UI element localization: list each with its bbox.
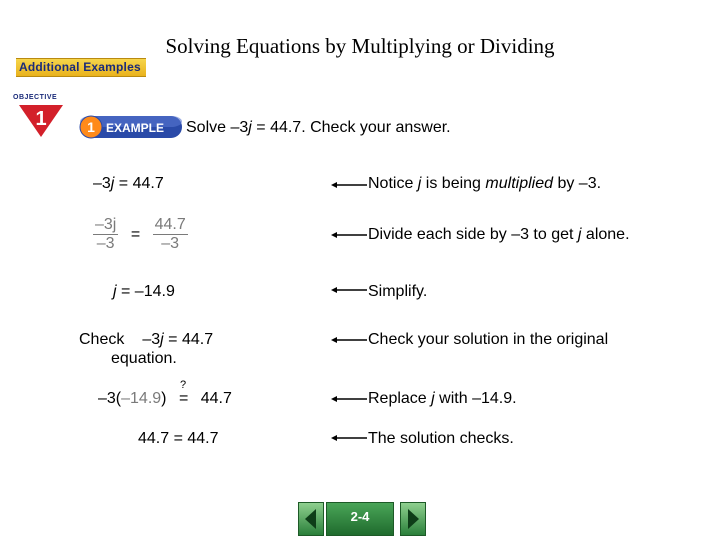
arrow-left-icon — [331, 180, 367, 190]
step3-note: Simplify. — [368, 283, 428, 300]
prev-slide-button[interactable] — [298, 502, 324, 536]
slide-number-button[interactable]: 2-4 — [326, 502, 394, 536]
step6-note: The solution checks. — [368, 430, 514, 447]
example-number: 1 — [87, 119, 95, 135]
step5-note: Replace j with –14.9. — [368, 390, 517, 407]
arrow-left-icon — [331, 285, 367, 295]
example-label: EXAMPLE — [106, 121, 165, 135]
additional-examples-banner — [16, 58, 146, 77]
step1-equation: –3j = 44.7 — [93, 175, 164, 192]
question-equals: ? = — [178, 379, 189, 407]
step4-continuation: equation. — [111, 350, 177, 367]
step4-check: Check –3j = 44.7 — [79, 331, 214, 348]
objective-badge-icon — [19, 103, 63, 137]
left-arrow-icon — [299, 503, 323, 535]
arrow-left-icon — [331, 335, 367, 345]
left-fraction: $\frac{-3j}{-3}$ — [95, 216, 117, 252]
step6-equation: 44.7 = 44.7 — [138, 430, 219, 447]
step3-equation: j = –14.9 — [113, 283, 175, 300]
objective-number: 1 — [35, 108, 47, 130]
step1-note: Notice j is being multiplied by –3. — [368, 175, 602, 192]
arrow-left-icon — [331, 433, 367, 443]
step5-equation: –3(–14.9) ? = 44.7 — [98, 379, 232, 407]
arrow-left-icon — [331, 394, 367, 404]
banner-label: Additional Examples — [19, 60, 141, 74]
step4-note: Check your solution in the original — [368, 331, 609, 348]
example-badge — [79, 114, 183, 140]
step2-equation: $\frac{-3j}{-3}$ = $\frac{44.7}{-3}$ — [95, 216, 186, 252]
right-arrow-icon — [401, 503, 425, 535]
slide-title: Solving Equations by Multiplying or Dividing — [165, 34, 555, 58]
right-fraction: $\frac{44.7}{-3}$ — [154, 216, 186, 252]
objective-label: OBJECTIVE — [13, 94, 58, 101]
step2-note: Divide each side by –3 to get j alone. — [368, 226, 630, 243]
next-slide-button[interactable] — [400, 502, 426, 536]
arrow-left-icon — [331, 230, 367, 240]
example-prompt: Solve –3j = 44.7. Check your answer. — [186, 119, 451, 136]
